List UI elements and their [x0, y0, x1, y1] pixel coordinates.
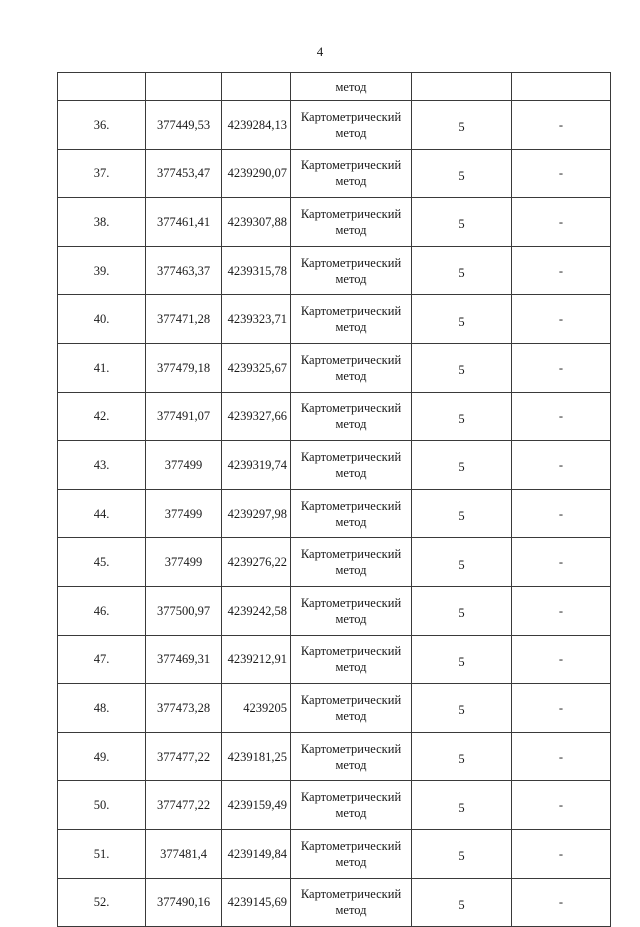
method-line-2: метод [335, 174, 367, 189]
cell-y-coordinate: 4239284,13 [222, 101, 291, 150]
cell-point-number: 39. [58, 246, 146, 295]
cell-point-number: 41. [58, 343, 146, 392]
coordinates-table [57, 72, 611, 927]
cell-method [291, 829, 412, 878]
cell-note: - [512, 343, 611, 392]
cell-accuracy: 5 [412, 732, 512, 781]
method-line-2: метод [335, 563, 367, 578]
cell-method [291, 101, 412, 150]
method-line-1: Картометрический [300, 255, 402, 270]
cell-y-coordinate: 4239325,67 [222, 343, 291, 392]
cell-point-number: 44. [58, 489, 146, 538]
cell-note: - [512, 149, 611, 198]
method-line-1: Картометрический [300, 206, 402, 221]
table-row [58, 295, 611, 344]
cell-note: - [512, 198, 611, 247]
cell-note: - [512, 441, 611, 490]
cell-point-number: 47. [58, 635, 146, 684]
cell-accuracy: 5 [412, 829, 512, 878]
method-line-1: Картометрический [300, 449, 402, 464]
cell-y-coordinate: 4239323,71 [222, 295, 291, 344]
cell-x-coordinate: 377499 [146, 441, 222, 490]
cell-accuracy: 5 [412, 781, 512, 830]
cell-accuracy: 5 [412, 538, 512, 587]
cell-accuracy: 5 [412, 295, 512, 344]
method-line-2: метод [335, 514, 367, 529]
cell-note: - [512, 829, 611, 878]
cell-accuracy: 5 [412, 198, 512, 247]
method-line-2: метод [335, 708, 367, 723]
cell-method-continuation: метод [291, 73, 412, 101]
cell-x-coordinate: 377500,97 [146, 586, 222, 635]
table-row [58, 441, 611, 490]
cell-x-coordinate: 377461,41 [146, 198, 222, 247]
cell-point-number: 40. [58, 295, 146, 344]
cell-y-coordinate: 4239212,91 [222, 635, 291, 684]
cell-accuracy: 5 [412, 246, 512, 295]
table-row [58, 781, 611, 830]
table-row [58, 635, 611, 684]
method-line-2: метод [335, 903, 367, 918]
cell-accuracy: 5 [412, 878, 512, 927]
cell-note: - [512, 246, 611, 295]
cell-x-coordinate: 377499 [146, 538, 222, 587]
cell-point-number: 37. [58, 149, 146, 198]
method-line-1: Картометрический [300, 644, 402, 659]
method-line-2: метод [335, 611, 367, 626]
table-row [58, 684, 611, 733]
cell-method [291, 198, 412, 247]
cell-point-number: 46. [58, 586, 146, 635]
cell-y-coordinate: 4239307,88 [222, 198, 291, 247]
cell-x-coordinate: 377449,53 [146, 101, 222, 150]
cell-empty [512, 73, 611, 101]
cell-note: - [512, 878, 611, 927]
table-row [58, 878, 611, 927]
method-line-1: Картометрический [300, 304, 402, 319]
cell-note: - [512, 392, 611, 441]
cell-note: - [512, 684, 611, 733]
cell-y-coordinate: 4239276,22 [222, 538, 291, 587]
method-line-1: Картометрический [300, 547, 402, 562]
method-line-1: Картометрический [300, 109, 402, 124]
cell-x-coordinate: 377481,4 [146, 829, 222, 878]
cell-accuracy: 5 [412, 149, 512, 198]
method-line-1: Картометрический [300, 838, 402, 853]
method-line-1: Картометрический [300, 401, 402, 416]
cell-method [291, 878, 412, 927]
cell-x-coordinate: 377490,16 [146, 878, 222, 927]
cell-accuracy: 5 [412, 441, 512, 490]
cell-x-coordinate: 377477,22 [146, 732, 222, 781]
cell-x-coordinate: 377477,22 [146, 781, 222, 830]
table-row [58, 829, 611, 878]
cell-y-coordinate: 4239327,66 [222, 392, 291, 441]
method-line-1: Картометрический [300, 595, 402, 610]
cell-accuracy: 5 [412, 489, 512, 538]
cell-x-coordinate: 377479,18 [146, 343, 222, 392]
cell-y-coordinate: 4239319,74 [222, 441, 291, 490]
cell-point-number: 52. [58, 878, 146, 927]
cell-empty [412, 73, 512, 101]
table-row [58, 489, 611, 538]
cell-point-number: 51. [58, 829, 146, 878]
cell-note: - [512, 538, 611, 587]
cell-note: - [512, 586, 611, 635]
cell-note: - [512, 635, 611, 684]
table-row [58, 538, 611, 587]
method-line-2: метод [335, 320, 367, 335]
method-line-2: метод [335, 465, 367, 480]
cell-x-coordinate: 377463,37 [146, 246, 222, 295]
cell-y-coordinate: 4239290,07 [222, 149, 291, 198]
method-line-1: Картометрический [300, 692, 402, 707]
cell-note: - [512, 489, 611, 538]
cell-y-coordinate: 4239149,84 [222, 829, 291, 878]
cell-x-coordinate: 377499 [146, 489, 222, 538]
cell-x-coordinate: 377469,31 [146, 635, 222, 684]
cell-note: - [512, 732, 611, 781]
method-line-2: метод [335, 222, 367, 237]
method-line-1: Картометрический [300, 741, 402, 756]
cell-y-coordinate: 4239145,69 [222, 878, 291, 927]
cell-y-coordinate: 4239205 [222, 684, 291, 733]
cell-y-coordinate: 4239242,58 [222, 586, 291, 635]
cell-method [291, 538, 412, 587]
cell-method [291, 635, 412, 684]
cell-accuracy: 5 [412, 392, 512, 441]
cell-point-number: 43. [58, 441, 146, 490]
table-body [58, 73, 611, 927]
method-line-2: метод [335, 125, 367, 140]
table-row [58, 392, 611, 441]
cell-x-coordinate: 377453,47 [146, 149, 222, 198]
table-row [58, 101, 611, 150]
page-number: 4 [316, 44, 324, 59]
cell-x-coordinate: 377491,07 [146, 392, 222, 441]
method-line-2: метод [335, 854, 367, 869]
cell-point-number: 36. [58, 101, 146, 150]
cell-point-number: 38. [58, 198, 146, 247]
table-row [58, 149, 611, 198]
cell-point-number: 42. [58, 392, 146, 441]
cell-method [291, 392, 412, 441]
cell-empty [222, 73, 291, 101]
cell-accuracy: 5 [412, 635, 512, 684]
cell-method [291, 246, 412, 295]
cell-method [291, 343, 412, 392]
cell-empty [146, 73, 222, 101]
method-line-1: Картометрический [300, 790, 402, 805]
cell-point-number: 45. [58, 538, 146, 587]
cell-point-number: 50. [58, 781, 146, 830]
cell-x-coordinate: 377473,28 [146, 684, 222, 733]
cell-accuracy: 5 [412, 586, 512, 635]
cell-y-coordinate: 4239159,49 [222, 781, 291, 830]
cell-y-coordinate: 4239297,98 [222, 489, 291, 538]
cell-method [291, 586, 412, 635]
method-line-2: метод [335, 806, 367, 821]
cell-note: - [512, 295, 611, 344]
cell-point-number: 49. [58, 732, 146, 781]
cell-method [291, 149, 412, 198]
method-line-2: метод [335, 660, 367, 675]
cell-empty [58, 73, 146, 101]
cell-note: - [512, 101, 611, 150]
cell-method [291, 489, 412, 538]
cell-method [291, 295, 412, 344]
cell-x-coordinate: 377471,28 [146, 295, 222, 344]
method-line-1: Картометрический [300, 498, 402, 513]
cell-point-number: 48. [58, 684, 146, 733]
method-line-2: метод [335, 271, 367, 286]
table-row [58, 198, 611, 247]
cell-y-coordinate: 4239181,25 [222, 732, 291, 781]
cell-method [291, 684, 412, 733]
table-row [58, 586, 611, 635]
cell-accuracy: 5 [412, 684, 512, 733]
cell-note: - [512, 781, 611, 830]
table-row [58, 732, 611, 781]
table-row [58, 343, 611, 392]
table-row-continuation [58, 73, 611, 101]
cell-accuracy: 5 [412, 101, 512, 150]
cell-method [291, 732, 412, 781]
method-line-2: метод [335, 757, 367, 772]
cell-method [291, 441, 412, 490]
cell-method [291, 781, 412, 830]
method-line-1: Картометрический [300, 887, 402, 902]
cell-accuracy: 5 [412, 343, 512, 392]
method-line-2: метод [335, 417, 367, 432]
cell-y-coordinate: 4239315,78 [222, 246, 291, 295]
method-line-2: метод [335, 368, 367, 383]
method-line-1: Картометрический [300, 158, 402, 173]
method-line-1: Картометрический [300, 352, 402, 367]
table-row [58, 246, 611, 295]
